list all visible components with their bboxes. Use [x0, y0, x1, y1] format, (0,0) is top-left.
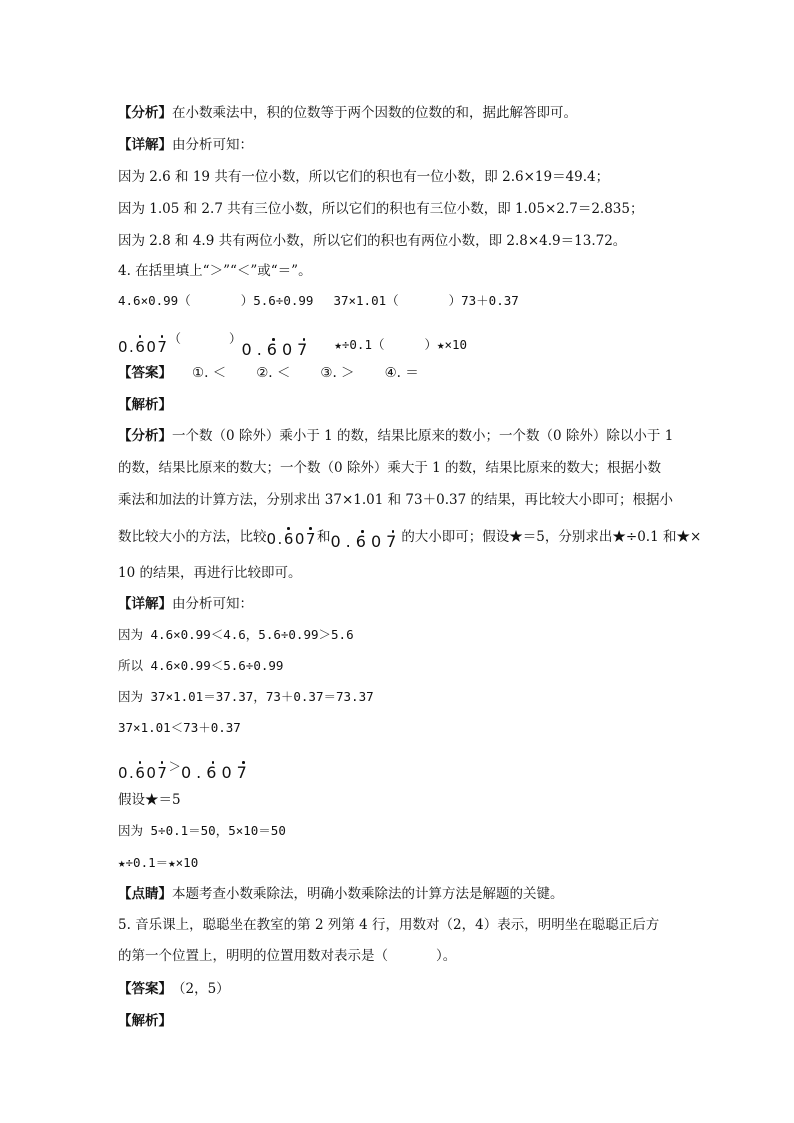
- detail-step-8: ★÷0.1＝★×10: [118, 855, 199, 870]
- q4-expr-b: ）5.6÷0.99: [240, 293, 314, 308]
- q4-expr-d: ）73＋0.37: [448, 293, 519, 308]
- answer-item-3: ③. ＞: [320, 365, 355, 381]
- detail-line-4: 因为 2.8 和 4.9 共有两位小数，所以它们的积也有两位小数，即 2.8×4.9＝13.72。: [118, 233, 627, 249]
- detail-step-1: 因为 4.6×0.99＜4.6，5.6÷0.99＞5.6: [118, 627, 354, 642]
- analysis-para-2: 的数，结果比原来的数大；一个数（0 除外）乘大于 1 的数，结果比原来的数大；根据小数: [118, 460, 662, 476]
- detail-line-3: 因为 1.05 和 2.7 共有三位小数，所以它们的积也有三位小数，即 1.05×2.7＝2.835；: [118, 201, 644, 217]
- repeating-decimal-2: 0.607: [241, 340, 313, 359]
- analysis-para-1: 【分析】一个数（0 除外）乘小于 1 的数，结果比原来的数小；一个数（0 除外）除以小于 1: [118, 428, 674, 444]
- question-4-title: 4. 在括里填上“＞”“＜”或“＝”。: [118, 263, 312, 279]
- answer-item-1: ①. ＜: [192, 365, 227, 381]
- question-4-row-1: [118, 292, 519, 310]
- detail-repeating-2: 0.607: [180, 763, 252, 782]
- detail-line-1: 【详解】由分析可知：: [118, 137, 253, 153]
- answer-item-2: ②. ＜: [256, 365, 291, 381]
- analysis-repeating-1: 0.607: [266, 530, 317, 548]
- analysis-line-1: 【分析】在小数乘法中，积的位数等于两个因数的位数的和，据此解答即可。: [118, 105, 577, 121]
- detail-step-4: 37×1.01＜73＋0.37: [118, 720, 241, 735]
- detail-step-7: 因为 5÷0.1＝50，5×10＝50: [118, 823, 286, 838]
- answer-line: 【答案】 ①. ＜ ②. ＜ ③. ＞ ④. ＝: [118, 365, 419, 381]
- detail-line-2: 因为 2.6 和 19 共有一位小数，所以它们的积也有一位小数，即 2.6×19＝49.4；: [118, 169, 610, 185]
- detail-repeating-1: 0.607: [118, 764, 169, 782]
- dianjing-line: 【点睛】本题考查小数乘除法，明确小数乘除法的计算方法是解题的关键。: [118, 886, 564, 902]
- detail-heading: 【详解】由分析可知：: [118, 596, 253, 612]
- q4-expr-a: 4.6×0.99（: [118, 293, 191, 308]
- question-4-row-2: 0.607（ ）0.607 ★÷0.1（ ）★×10: [118, 331, 468, 359]
- q4-star-left: ★÷0.1（: [334, 337, 385, 352]
- detail-step-5: 0.607＞0.607: [118, 759, 252, 782]
- analysis-para-5: 10 的结果，再进行比较即可。: [118, 565, 302, 581]
- jiexi-heading-2: 【解析】: [118, 1013, 172, 1029]
- jiexi-heading: 【解析】: [118, 397, 172, 413]
- repeating-decimal-1: 0.607: [118, 338, 169, 356]
- question-5-line-1: 5. 音乐课上，聪聪坐在教室的第 2 列第 4 行，用数对（2，4）表示，明明坐在聪聪正后方: [118, 917, 660, 933]
- detail-step-2: 所以 4.6×0.99＜5.6÷0.99: [118, 658, 284, 673]
- analysis-para-4: 数比较大小的方法，比较0.607和0.607的大小即可；假设★＝5，分别求出★÷0.1 和★×: [118, 529, 702, 551]
- q4-expr-c: 37×1.01（: [333, 293, 399, 308]
- analysis-para-3: 乘法和加法的计算方法，分别求出 37×1.01 和 73＋0.37 的结果，再比较大小即可；根据小: [118, 492, 673, 508]
- answer-5-line: 【答案】（2，5）: [118, 981, 230, 997]
- question-5-line-2: 的第一个位置上，明明的位置用数对表示是（ ）。: [118, 948, 457, 964]
- analysis-repeating-2: 0.607: [330, 532, 402, 551]
- q4-star-right: ）★×10: [424, 337, 468, 352]
- detail-step-3: 因为 37×1.01＝37.37，73＋0.37＝73.37: [118, 689, 374, 704]
- detail-step-6: 假设★＝5: [118, 792, 181, 808]
- answer-item-4: ④. ＝: [384, 365, 419, 381]
